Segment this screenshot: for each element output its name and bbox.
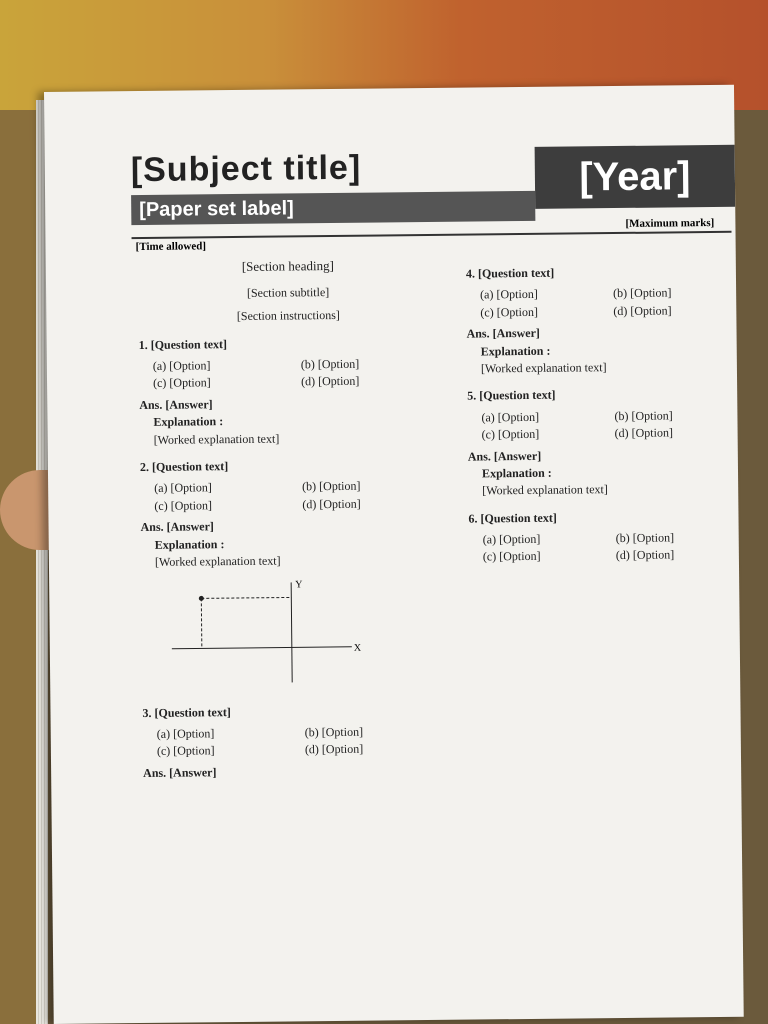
explanation-label: Explanation : [480,343,551,359]
answer: Ans. [Answer] [139,397,213,412]
question-block [466,263,737,378]
option: (d) [Option] [302,496,361,512]
question-block [139,334,440,449]
answer: Ans. [Answer] [143,765,217,780]
option: (d) [Option] [300,374,360,389]
question-block [468,507,739,566]
option: (a) [Option] [152,358,211,373]
book-page [44,85,744,1024]
option-list [157,723,443,761]
explanation-label: Explanation : [154,536,225,552]
option: (a) [Option] [156,726,215,741]
coordinate-plane-figure [161,577,362,689]
question-block [140,456,442,695]
y-axis-label: Y [295,579,303,591]
question-stem: 4. [Question text] [465,265,555,281]
projection-line [201,598,291,599]
option: (c) [Option] [156,743,215,759]
explanation: [Worked explanation text] [153,431,280,447]
question-stem: 5. [Question text] [467,388,556,403]
option: (b) [Option] [302,479,361,494]
option: (d) [Option] [614,425,674,441]
question-stem: 3. [Question text] [142,704,231,720]
set-label: [Paper set label] [131,191,535,225]
explanation: [Worked explanation text] [482,482,608,498]
option-list [480,284,736,321]
option: (a) [Option] [481,409,540,425]
option: (b) [Option] [614,408,673,423]
x-axis [172,647,352,649]
option: (d) [Option] [613,303,672,318]
option: (b) [Option] [304,724,364,740]
option: (c) [Option] [480,304,539,320]
section-subtitle: [Section subtitle] [246,284,330,300]
header-rule [132,231,732,239]
option: (b) [Option] [615,530,675,546]
option: (a) [Option] [154,480,212,496]
option: (c) [Option] [154,498,213,513]
max-marks: [Maximum marks] [625,216,715,230]
perpendicular-line [201,599,202,649]
background-left [0,110,40,1024]
option: (c) [Option] [482,549,541,564]
option: (b) [Option] [613,285,672,301]
year-band: [Year] [535,145,736,209]
y-axis [291,583,292,683]
explanation: [Worked explanation text] [154,553,281,569]
option: (c) [Option] [152,375,211,391]
explanation: [Worked explanation text] [480,360,607,376]
option: (d) [Option] [304,742,364,757]
option: (a) [Option] [482,531,541,547]
answer: Ans. [Answer] [466,325,540,341]
option: (d) [Option] [615,547,675,563]
section-note: [Section instructions] [236,308,340,324]
option-list [153,355,439,393]
answer: Ans. [Answer] [467,448,542,464]
explanation-label: Explanation : [153,414,224,430]
option-list [154,477,440,515]
time-allowed: [Time allowed] [135,240,207,254]
question-stem: 6. [Question text] [468,510,557,526]
explanation-label: Explanation : [481,465,552,481]
question-stem: 1. [Question text] [138,336,228,352]
option: (a) [Option] [480,287,538,302]
option-list [483,529,739,566]
question-block [467,385,738,500]
answer: Ans. [Answer] [140,519,214,535]
option: (b) [Option] [300,356,360,372]
question-stem: 2. [Question text] [139,459,229,474]
x-axis-label: X [353,643,362,655]
option: (c) [Option] [481,426,540,442]
section-title: [Section heading] [241,257,334,274]
left-column [138,256,443,782]
question-block [142,702,443,783]
subject-title: [Subject title] [130,148,362,190]
right-column [466,253,739,571]
option-list [481,406,737,443]
